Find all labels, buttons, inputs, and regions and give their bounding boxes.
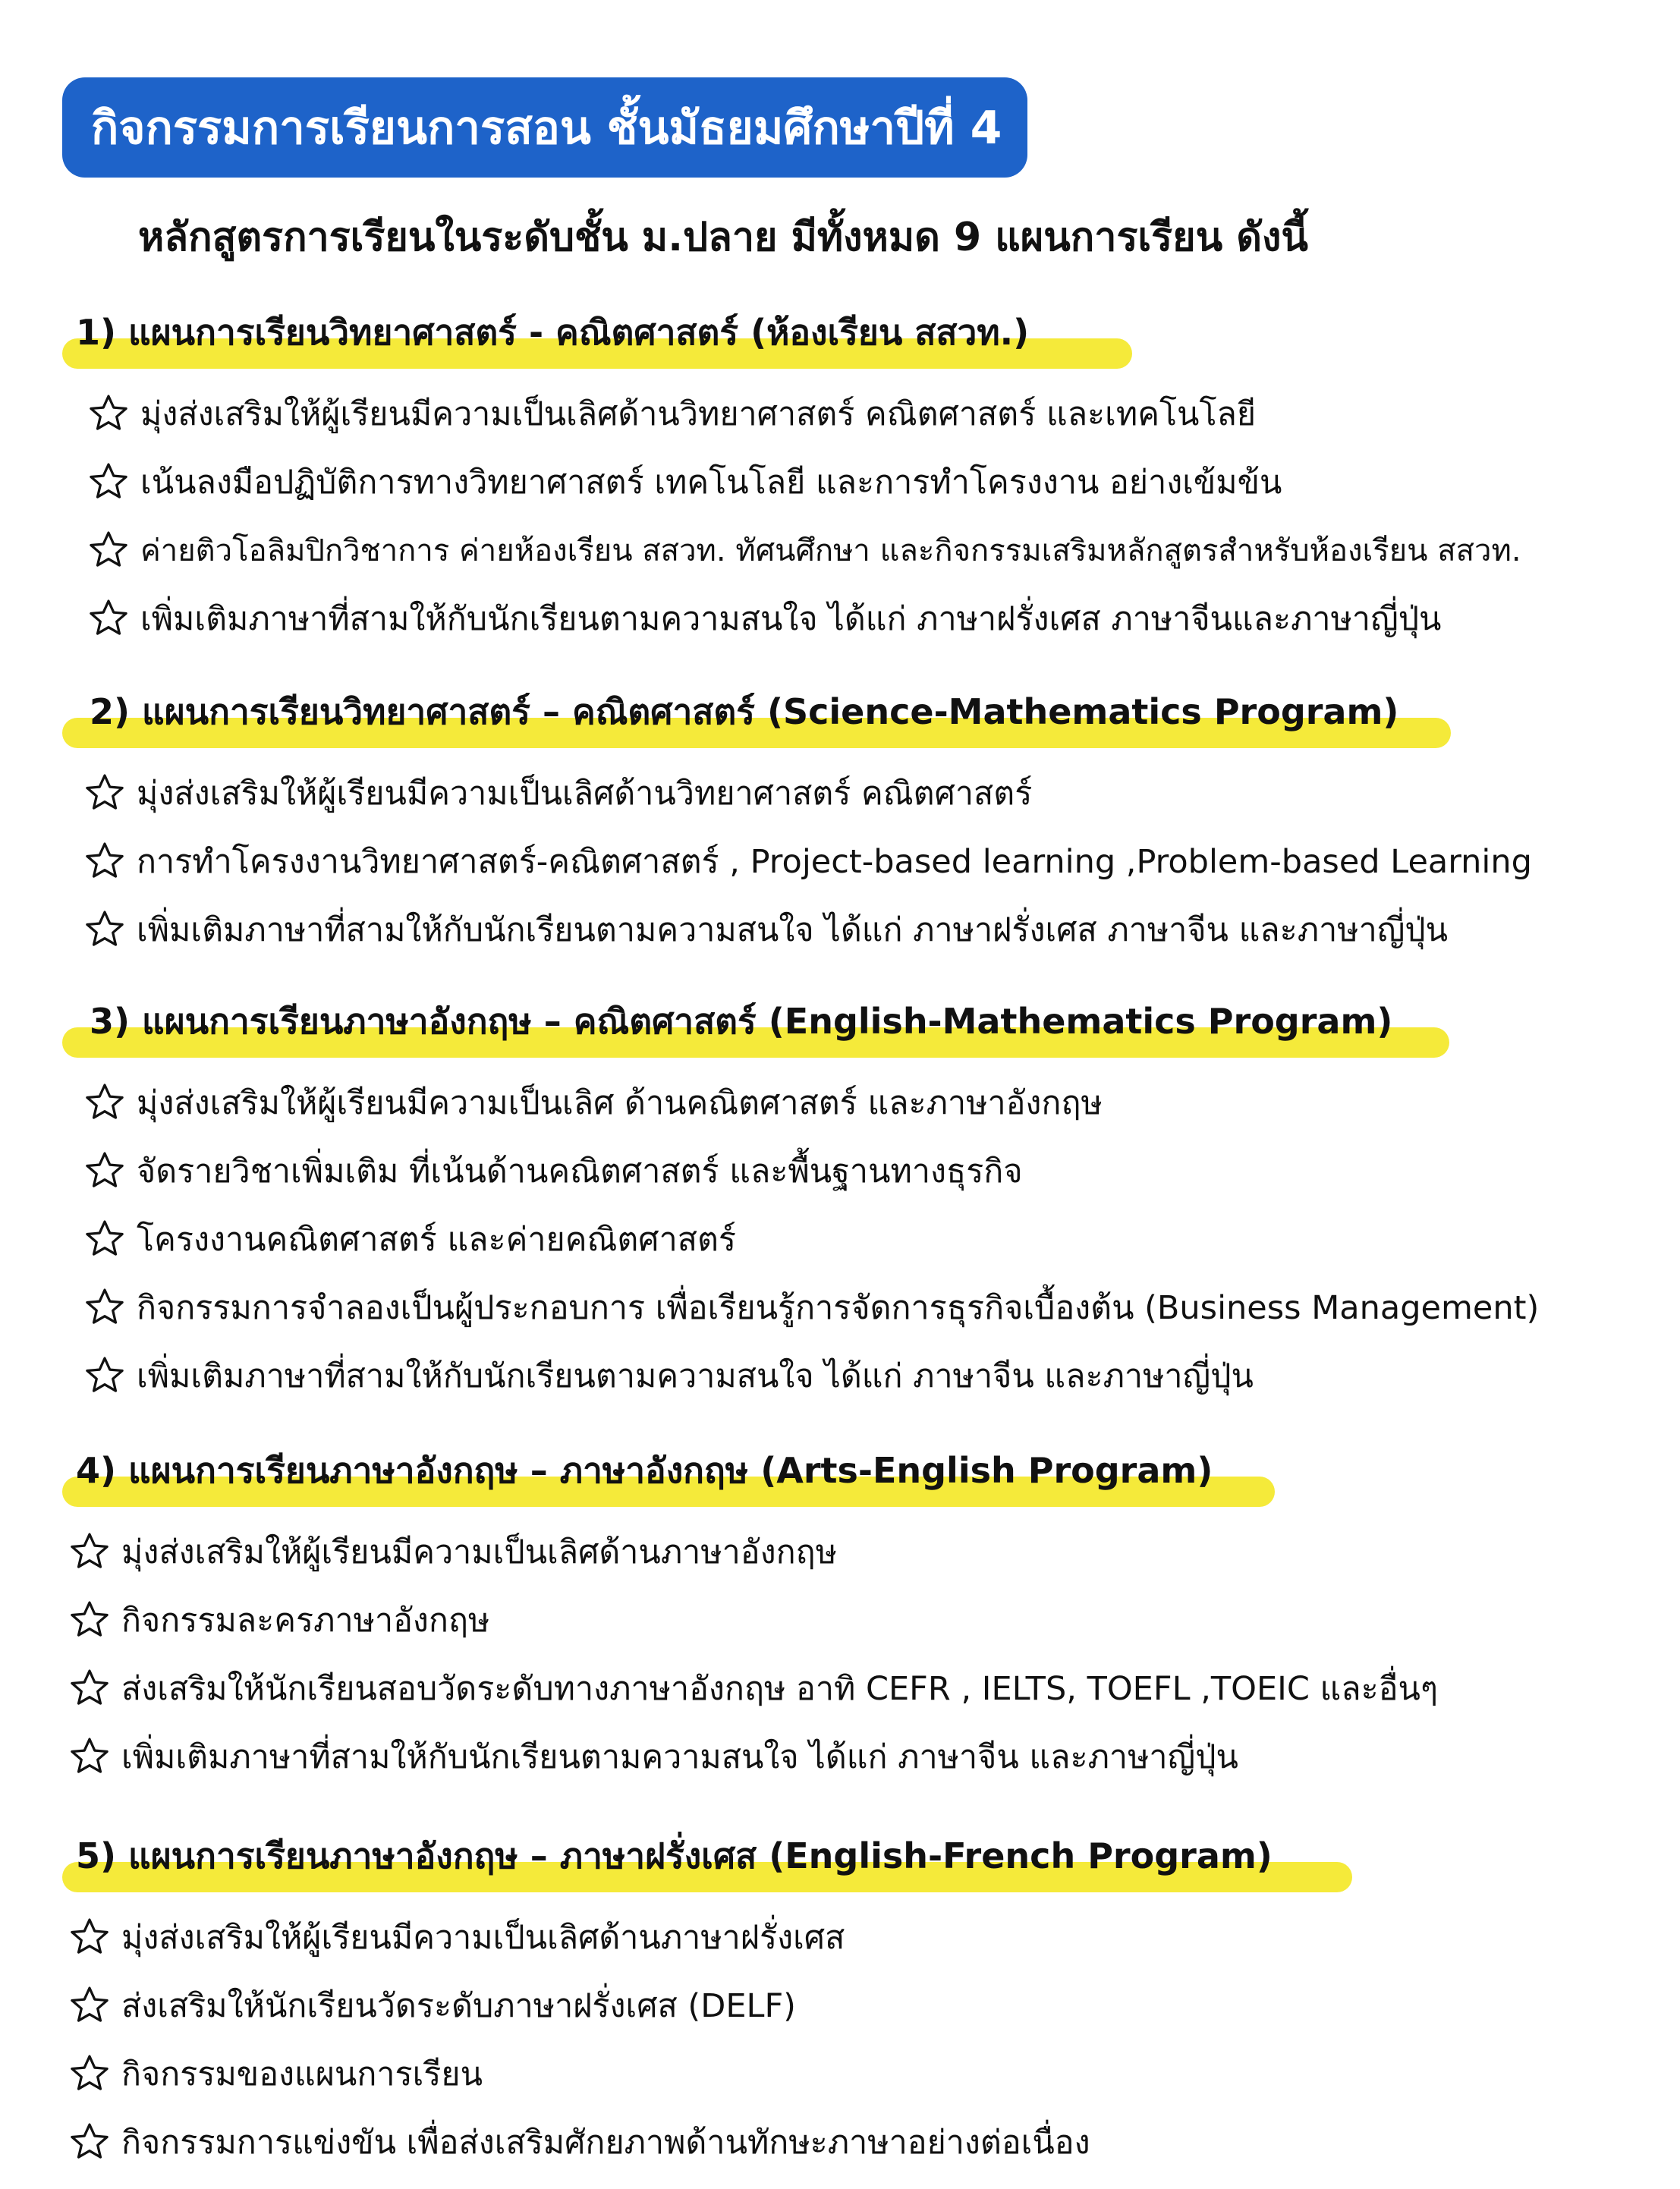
list-item	[83, 1341, 1680, 1410]
section-heading-text: 5) แผนการเรียนภาษาอังกฤษ – ภาษาฝรั่งเศส (English-French Program)	[76, 1835, 1273, 1876]
list-item	[83, 827, 1680, 895]
list-item-text: ส่งเสริมให้นักเรียนวัดระดับภาษาฝรั่งเศส (DELF)	[121, 1987, 796, 2025]
list-item-text: กิจกรรมละครภาษาอังกฤษ	[121, 1602, 490, 1640]
star-outline-icon	[87, 529, 130, 571]
list-item-text: มุ่งส่งเสริมให้ผู้เรียนมีความเป็นเลิศด้านภาษาอังกฤษ	[121, 1533, 838, 1571]
section-5	[0, 1827, 1680, 2176]
list-item-text: มุ่งส่งเสริมให้ผู้เรียนมีความเป็นเลิศ ด้านคณิตศาสตร์ และภาษาอังกฤษ	[137, 1084, 1103, 1122]
star-outline-icon	[83, 772, 126, 814]
list-item	[68, 1654, 1680, 1722]
list-item	[68, 2040, 1680, 2108]
list-item	[87, 448, 1680, 516]
intro-text: หลักสูตรการเรียนในระดับชั้น ม.ปลาย มีทั้งหมด 9 แผนการเรียน ดังนี้	[138, 215, 1308, 260]
star-outline-icon	[83, 908, 126, 951]
list-item	[68, 1903, 1680, 1971]
star-outline-icon	[83, 840, 126, 882]
section-3	[0, 992, 1680, 1410]
star-outline-icon	[83, 1218, 126, 1260]
list-item	[83, 1137, 1680, 1205]
list-item	[68, 2108, 1680, 2176]
section-heading-text: 1) แผนการเรียนวิทยาศาสตร์ - คณิตศาสตร์ (ห้องเรียน สสวท.)	[76, 312, 1030, 353]
star-outline-icon	[68, 1735, 111, 1778]
section-heading	[0, 992, 1680, 1053]
star-outline-icon	[83, 1150, 126, 1192]
star-outline-icon	[83, 1081, 126, 1124]
list-item-text: มุ่งส่งเสริมให้ผู้เรียนมีความเป็นเลิศด้านภาษาฝรั่งเศส	[121, 1919, 845, 1957]
list-item-text: ส่งเสริมให้นักเรียนสอบวัดระดับทางภาษาอังกฤษ อาทิ CEFR , IELTS, TOEFL ,TOEIC และอื่นๆ	[121, 1670, 1439, 1708]
section-2	[0, 683, 1680, 964]
list-item-text: เพิ่มเติมภาษาที่สามให้กับนักเรียนตามความสนใจ ได้แก่ ภาษาจีน และภาษาญี่ปุ่น	[137, 1357, 1254, 1395]
list-item-text: การทำโครงงานวิทยาศาสตร์-คณิตศาสตร์ , Project-based learning ,Problem-based Learning	[137, 843, 1532, 881]
list-item	[83, 1273, 1680, 1341]
list-item	[83, 1205, 1680, 1273]
title-banner	[62, 77, 1027, 178]
page-title: กิจกรรมการเรียนการสอน ชั้นมัธยมศึกษาปีที่ 4	[91, 101, 1002, 155]
section-heading	[0, 1827, 1680, 1888]
list-item-text: มุ่งส่งเสริมให้ผู้เรียนมีความเป็นเลิศด้านวิทยาศาสตร์ คณิตศาสตร์	[137, 775, 1033, 813]
list-item	[87, 584, 1680, 653]
list-item	[68, 1971, 1680, 2040]
star-outline-icon	[68, 1984, 111, 2027]
list-item	[83, 895, 1680, 964]
section-heading-text: 4) แผนการเรียนภาษาอังกฤษ – ภาษาอังกฤษ (Arts-English Program)	[76, 1450, 1213, 1491]
section-heading-text: 3) แผนการเรียนภาษาอังกฤษ – คณิตศาสตร์ (English-Mathematics Program)	[90, 1001, 1393, 1042]
section-4	[0, 1442, 1680, 1791]
star-outline-icon	[68, 1916, 111, 1958]
section-heading	[0, 683, 1680, 744]
list-item	[83, 759, 1680, 827]
list-item-text: มุ่งส่งเสริมให้ผู้เรียนมีความเป็นเลิศด้านวิทยาศาสตร์ คณิตศาสตร์ และเทคโนโลยี	[140, 395, 1257, 433]
star-outline-icon	[68, 1667, 111, 1709]
list-item-text: เพิ่มเติมภาษาที่สามให้กับนักเรียนตามความสนใจ ได้แก่ ภาษาจีน และภาษาญี่ปุ่น	[121, 1738, 1238, 1776]
star-outline-icon	[83, 1354, 126, 1397]
star-outline-icon	[68, 1530, 111, 1573]
star-outline-icon	[68, 2052, 111, 2095]
list-item-text: เน้นลงมือปฏิบัติการทางวิทยาศาสตร์ เทคโนโลยี และการทำโครงงาน อย่างเข้มข้น	[140, 464, 1282, 502]
list-item-text: เพิ่มเติมภาษาที่สามให้กับนักเรียนตามความสนใจ ได้แก่ ภาษาฝรั่งเศส ภาษาจีน และภาษาญี่ปุ่น	[137, 911, 1449, 949]
section-heading	[0, 1442, 1680, 1502]
section-1	[0, 304, 1680, 653]
star-outline-icon	[83, 1286, 126, 1329]
section-heading	[0, 304, 1680, 364]
list-item-text: กิจกรรมการแข่งขัน เพื่อส่งเสริมศักยภาพด้านทักษะภาษาอย่างต่อเนื่อง	[121, 2124, 1090, 2162]
star-outline-icon	[68, 2121, 111, 2163]
list-item-text: โครงงานคณิตศาสตร์ และค่ายคณิตศาสตร์	[137, 1221, 736, 1259]
list-item-text: ค่ายติวโอลิมปิกวิชาการ ค่ายห้องเรียน สสวท. ทัศนศึกษา และกิจกรรมเสริมหลักสูตรสำหรับห้องเรียน สสวท.	[140, 533, 1521, 568]
star-outline-icon	[87, 597, 130, 640]
list-item-text: กิจกรรมการจำลองเป็นผู้ประกอบการ เพื่อเรียนรู้การจัดการธุรกิจเบื้องต้น (Business Management)	[137, 1289, 1540, 1327]
list-item	[68, 1518, 1680, 1586]
list-item	[68, 1586, 1680, 1654]
star-outline-icon	[87, 461, 130, 503]
list-item	[83, 1068, 1680, 1137]
list-item	[68, 1722, 1680, 1791]
list-item	[87, 516, 1680, 584]
star-outline-icon	[68, 1599, 111, 1641]
section-heading-text: 2) แผนการเรียนวิทยาศาสตร์ – คณิตศาสตร์ (Science-Mathematics Program)	[90, 691, 1399, 732]
star-outline-icon	[87, 392, 130, 435]
list-item-text: กิจกรรมของแผนการเรียน	[121, 2055, 483, 2093]
list-item	[87, 379, 1680, 448]
list-item-text: จัดรายวิชาเพิ่มเติม ที่เน้นด้านคณิตศาสตร์ และพื้นฐานทางธุรกิจ	[137, 1153, 1023, 1190]
list-item-text: เพิ่มเติมภาษาที่สามให้กับนักเรียนตามความสนใจ ได้แก่ ภาษาฝรั่งเศส ภาษาจีนและภาษาญี่ปุ่น	[140, 600, 1442, 638]
